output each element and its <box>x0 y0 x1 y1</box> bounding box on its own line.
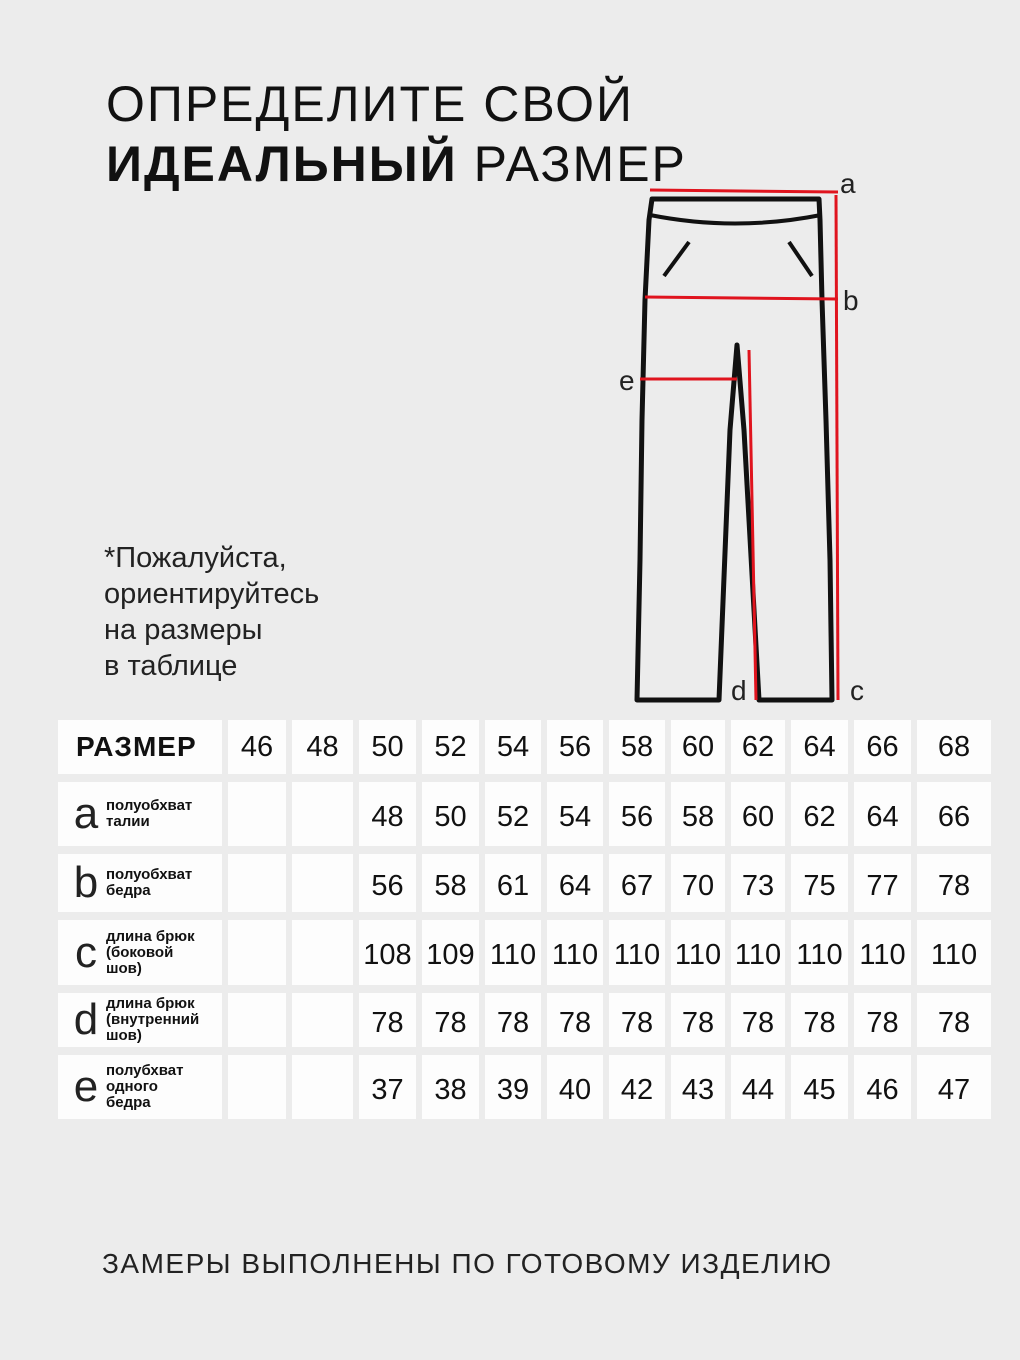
size-header-cell: 46 <box>228 720 286 774</box>
table-cell <box>292 1055 353 1119</box>
row-label-c <box>58 920 222 985</box>
measure-line-c <box>836 195 838 700</box>
row-description: полуобхват талии <box>106 797 193 830</box>
table-cell <box>228 993 286 1047</box>
size-header-cell: 66 <box>854 720 911 774</box>
title-line-2-rest: РАЗМЕР <box>473 136 687 192</box>
size-header-cell: 64 <box>791 720 848 774</box>
table-cell: 73 <box>731 854 785 912</box>
row-description: длина брюк (боковой шов) <box>106 927 195 977</box>
table-cell: 43 <box>671 1055 725 1119</box>
label-a: a <box>840 168 856 199</box>
table-cell <box>292 920 353 985</box>
table-cell: 48 <box>359 782 416 846</box>
size-header-cell: 50 <box>359 720 416 774</box>
size-header-cell: 58 <box>609 720 665 774</box>
table-cell: 58 <box>422 854 479 912</box>
table-cell: 78 <box>671 993 725 1047</box>
table-cell: 78 <box>422 993 479 1047</box>
trousers-outline <box>637 199 832 700</box>
table-cell: 78 <box>731 993 785 1047</box>
size-header-cell: 68 <box>917 720 991 774</box>
table-cell: 54 <box>547 782 603 846</box>
row-label-d <box>58 993 222 1047</box>
size-header-cell: 54 <box>485 720 541 774</box>
table-cell: 46 <box>854 1055 911 1119</box>
sizing-note: *Пожалуйста, ориентируйтесь на размеры в таблице <box>104 542 320 682</box>
table-cell: 110 <box>917 920 991 985</box>
table-cell: 110 <box>485 920 541 985</box>
table-cell: 110 <box>854 920 911 985</box>
table-cell: 78 <box>359 993 416 1047</box>
row-description: полубхват одного бедра <box>106 1062 184 1111</box>
table-cell <box>292 993 353 1047</box>
table-cell: 44 <box>731 1055 785 1119</box>
table-cell: 78 <box>485 993 541 1047</box>
row-label-b <box>58 854 222 912</box>
table-cell: 62 <box>791 782 848 846</box>
size-header-cell: 48 <box>292 720 353 774</box>
table-cell: 109 <box>422 920 479 985</box>
size-header-cell: 56 <box>547 720 603 774</box>
table-cell: 39 <box>485 1055 541 1119</box>
table-cell: 42 <box>609 1055 665 1119</box>
table-cell: 78 <box>547 993 603 1047</box>
size-header-cell: 60 <box>671 720 725 774</box>
table-cell: 61 <box>485 854 541 912</box>
table-cell: 67 <box>609 854 665 912</box>
table-cell: 58 <box>671 782 725 846</box>
label-d: d <box>731 675 747 706</box>
table-cell: 40 <box>547 1055 603 1119</box>
table-cell: 60 <box>731 782 785 846</box>
measure-line-a <box>650 190 838 192</box>
label-e: e <box>619 365 635 396</box>
table-cell <box>292 782 353 846</box>
table-cell: 78 <box>917 854 991 912</box>
row-letter: b <box>73 858 99 907</box>
table-cell: 45 <box>791 1055 848 1119</box>
row-label-e <box>58 1055 222 1119</box>
table-cell: 38 <box>422 1055 479 1119</box>
table-cell: 78 <box>609 993 665 1047</box>
table-cell: 77 <box>854 854 911 912</box>
size-header-cell: 62 <box>731 720 785 774</box>
table-cell: 70 <box>671 854 725 912</box>
table-cell: 110 <box>671 920 725 985</box>
table-cell: 110 <box>731 920 785 985</box>
row-description: полуобхват бедра <box>106 866 193 899</box>
table-cell <box>228 1055 286 1119</box>
table-cell: 56 <box>359 854 416 912</box>
table-cell <box>228 920 286 985</box>
label-c: c <box>850 675 864 706</box>
table-cell <box>292 854 353 912</box>
table-cell: 37 <box>359 1055 416 1119</box>
title-bold-word: ИДЕАЛЬНЫЙ <box>106 136 458 192</box>
table-cell: 108 <box>359 920 416 985</box>
table-cell: 52 <box>485 782 541 846</box>
row-letter: a <box>73 789 99 838</box>
title-line-1: ОПРЕДЕЛИТЕ СВОЙ <box>106 76 634 132</box>
row-letter: c <box>75 927 97 977</box>
table-cell: 64 <box>854 782 911 846</box>
size-table <box>58 720 991 1119</box>
table-cell: 75 <box>791 854 848 912</box>
table-cell: 78 <box>854 993 911 1047</box>
row-letter: d <box>73 995 99 1044</box>
table-cell: 110 <box>609 920 665 985</box>
table-cell: 50 <box>422 782 479 846</box>
table-cell <box>228 782 286 846</box>
label-b: b <box>843 285 859 316</box>
row-label-a <box>58 782 222 846</box>
table-cell: 110 <box>547 920 603 985</box>
row-description: длина брюк (внутренний шов) <box>106 995 200 1044</box>
table-header-label: РАЗМЕР <box>58 720 222 774</box>
table-cell: 66 <box>917 782 991 846</box>
table-cell: 56 <box>609 782 665 846</box>
table-cell: 78 <box>791 993 848 1047</box>
table-cell: 64 <box>547 854 603 912</box>
table-cell: 110 <box>791 920 848 985</box>
measure-line-b <box>645 297 838 299</box>
size-header-cell: 52 <box>422 720 479 774</box>
footer-note: ЗАМЕРЫ ВЫПОЛНЕНЫ ПО ГОТОВОМУ ИЗДЕЛИЮ <box>102 1248 833 1279</box>
table-cell: 47 <box>917 1055 991 1119</box>
row-letter: e <box>73 1062 99 1111</box>
table-cell: 78 <box>917 993 991 1047</box>
table-cell <box>228 854 286 912</box>
